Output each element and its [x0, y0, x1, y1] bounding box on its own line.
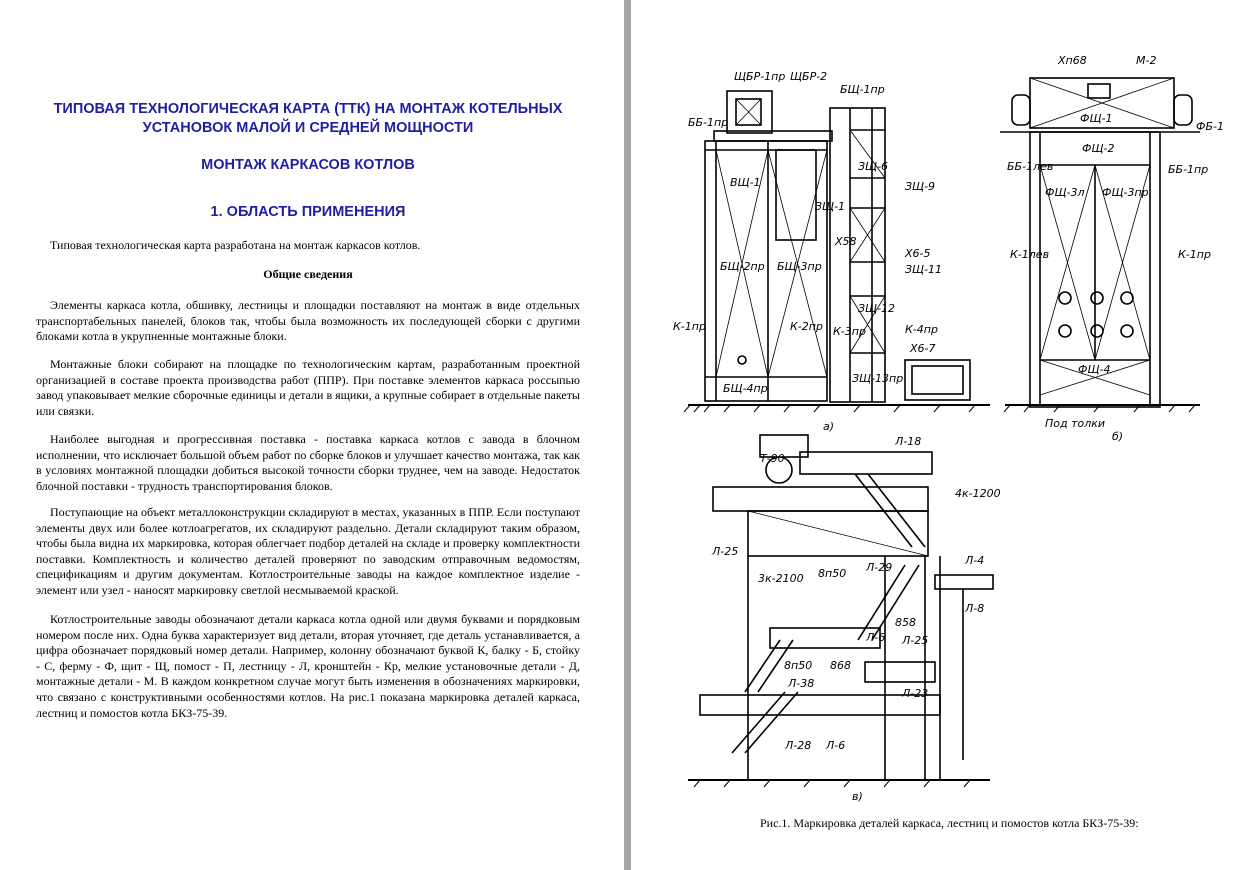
label-c-11: Л-25 [902, 634, 929, 647]
label-c-3: Л-25 [712, 545, 739, 558]
label-a-7: ЗЩ-9 [905, 180, 936, 193]
label-a-11: БЩ-2пр [720, 260, 765, 273]
figure-caption: Рис.1. Маркировка деталей каркаса, лестниц и помостов котла БКЗ-75-39: [760, 816, 1139, 830]
paragraph-3: Наиболее выгодная и прогрессивная поставка - поставка каркаса котлов с завода в блочном исполнении, что исключает большой объем работ по сборке блоков и улучшает качество монтажа, так как в условиях монтажной площадки добиться высокой точности сборки труднее, чем на заводе. Недостаток блочной поставки - трудность транспортирования блоков. [36, 432, 580, 493]
label-a-12: БЩ-3пр [777, 260, 822, 273]
label-b-7: ФЩ-3л [1045, 186, 1085, 199]
paragraph-1: Элементы каркаса котла, обшивку, лестницы и площадки поставляют на монтаж в виде отдельных транспортабельных панелей, блоков так, чтобы была возможность их последующей сборки с другими блоками котла в укрупненные монтажные блоки. [36, 298, 580, 344]
label-b-6: ББ-1пр [1168, 163, 1209, 176]
panel-c-sublabel: в) [852, 790, 863, 803]
label-a-2: БЩ-1пр [840, 83, 885, 96]
right-page [631, 0, 1247, 870]
label-c-2: 4к-1200 [955, 487, 1001, 500]
label-c-7: Л-4 [965, 554, 985, 567]
label-a-5: ЗЩ-1 [815, 200, 846, 213]
label-a-13: К-1пр [673, 320, 706, 333]
label-c-9: 858 [895, 616, 916, 629]
label-a-18: Х6-7 [910, 342, 936, 355]
label-b-2: ФЩ-1 [1080, 112, 1113, 125]
intro-paragraph: Типовая технологическая карта разработана на монтаж каркасов котлов. [50, 238, 421, 252]
label-b-9: К-1лев [1010, 248, 1050, 261]
label-a-16: К-3пр [833, 325, 866, 338]
label-b-8: ФЩ-3пр [1102, 186, 1149, 199]
panel-c-drawing [688, 435, 993, 787]
panel-a-sublabel: а) [823, 420, 835, 433]
label-c-5: 8п50 [818, 567, 847, 580]
document-subtitle: МОНТАЖ КАРКАСОВ КОТЛОВ [201, 157, 415, 173]
label-c-14: Л-38 [788, 677, 815, 690]
panel-c-labels [711, 435, 1001, 803]
label-c-13: 868 [830, 659, 851, 672]
label-c-15: Л-23 [902, 687, 929, 700]
boiler-frame-drawing [631, 0, 1247, 870]
label-c-10: Л-6 [866, 631, 886, 644]
label-a-17: К-4пр [905, 323, 938, 336]
label-c-17: Л-6 [826, 739, 846, 752]
label-a-4: ВЩ-1 [730, 176, 761, 189]
section-heading: 1. ОБЛАСТЬ ПРИМЕНЕНИЯ [210, 204, 406, 220]
label-b-11: ФЩ-4 [1078, 363, 1111, 376]
label-a-14: К-2пр [790, 320, 823, 333]
label-a-10: ЗЩ-11 [905, 263, 943, 276]
label-c-8: Л-8 [965, 602, 985, 615]
label-c-1: Т-90 [760, 452, 785, 465]
label-b-12: Под толки [1045, 417, 1106, 430]
label-c-6: Л-29 [866, 561, 893, 574]
panel-b-sublabel: б) [1112, 430, 1124, 443]
page-divider [624, 0, 631, 870]
label-c-0: Л-18 [895, 435, 922, 448]
general-heading: Общие сведения [263, 267, 353, 281]
label-b-4: ФЩ-2 [1082, 142, 1115, 155]
label-a-6: ЗЩ-6 [858, 160, 889, 173]
panel-a-drawing [684, 91, 990, 412]
label-b-5: ББ-1лев [1007, 160, 1054, 173]
label-a-9: Х6-5 [905, 247, 931, 260]
paragraph-5: Котлостроительные заводы обозначают детали каркаса котла одной или двумя буквами и порядковым номером после них. Одна буква характеризует вид детали, вторая уточняет, где деталь устанавливается, а цифра обозначает порядковый номер детали. Например, колонну обозначают буквой К, балку - Б, стойку - С, ферму - Ф, щит - Щ, помост - П, лестницу - Л, кронштейн - Кр, мелкие установочные детали - Д, монтажные детали - М. В каждом конкретном случае могут быть изменения в обозначениях маркировки, что связано с конструктивными особенностями котлов. На рис.1 показана маркировка деталей каркаса, лестниц и помостов котла БКЗ-75-39. [36, 612, 580, 720]
label-b-3: ФБ-1 [1196, 120, 1224, 133]
label-a-3: ББ-1пр [688, 116, 729, 129]
label-b-10: К-1пр [1178, 248, 1211, 261]
label-b-0: Хп68 [1058, 54, 1087, 67]
label-a-19: БЩ-4пр [723, 382, 768, 395]
label-c-4: 3к-2100 [758, 572, 804, 585]
panel-b-drawing [1000, 78, 1200, 412]
paragraph-2: Монтажные блоки собирают на площадке по технологическим картам, разработанным проектной организацией в составе проекта производства работ (ППР). При поставке элементов каркаса россыпью завод упаковывает мелкие сборочные единицы и детали в ящики, а крупные собирает в отдельные пакеты или связки. [36, 357, 580, 418]
document-title: ТИПОВАЯ ТЕХНОЛОГИЧЕСКАЯ КАРТА (ТТК) НА МОНТАЖ КОТЕЛЬНЫХ УСТАНОВОК МАЛОЙ И СРЕДНЕЙ МОЩНОСТИ [53, 101, 563, 136]
label-a-0: ЩБР-1пр [734, 70, 786, 83]
label-b-1: М-2 [1136, 54, 1157, 67]
label-a-20: ЗЩ-13пр [852, 372, 904, 385]
label-a-1: ЩБР-2 [790, 70, 828, 83]
label-a-8: Х58 [835, 235, 857, 248]
label-c-12: 8п50 [784, 659, 813, 672]
paragraph-4: Поступающие на объект металлоконструкции складируют в местах, указанных в ППР. Если поступают элементы двух или более котлоагрегатов, их складируют раздельно. Детали складируют таким образом, чтобы была видна их маркировка, которая облегчает подбор деталей на складе и проверку комплектности поставки. Комплектность и количество деталей проверяют по заводским отправочным ведомостям, спецификациям и другим документам. Котлостроительные заводы на каждое комплектное изделие - элемент или узел - наносят маркировку светлой несмываемой краской. [36, 505, 580, 597]
label-c-16: Л-28 [785, 739, 812, 752]
panel-a-labels [673, 70, 942, 433]
label-a-15: ЗЩ-12 [858, 302, 896, 315]
